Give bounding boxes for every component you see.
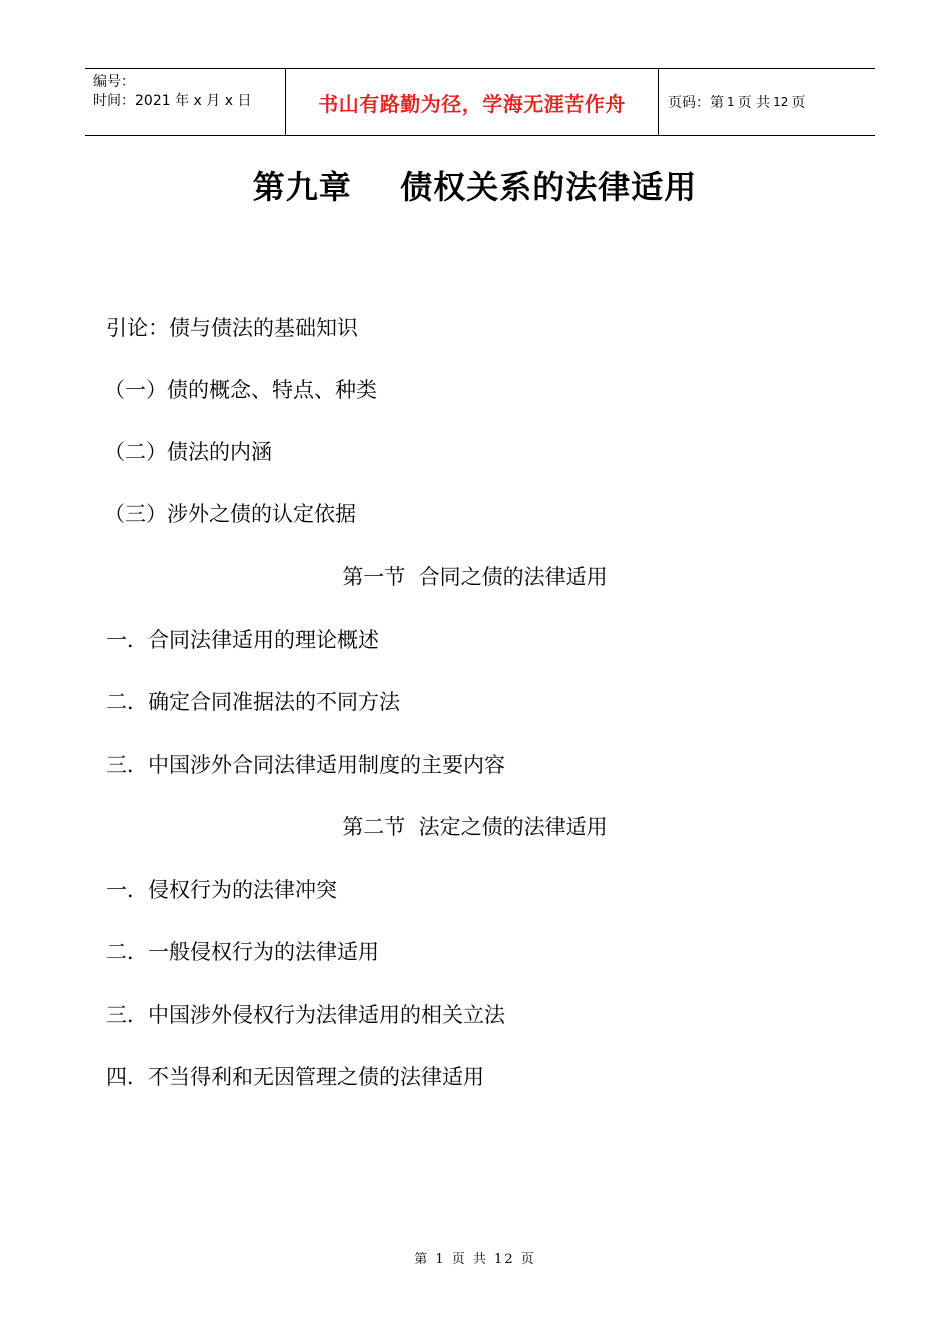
page-total: 12: [773, 95, 789, 109]
section-item: 四．不当得利和无因管理之债的法律适用: [106, 1065, 484, 1089]
document-time-label: 时间：2021 年 x 月 x 日: [93, 93, 252, 109]
intro-title: 引论：债与债法的基础知识: [106, 316, 358, 340]
section-item: 三．中国涉外合同法律适用制度的主要内容: [106, 753, 505, 777]
intro-item: （二）债法的内涵: [104, 440, 272, 464]
header-page-info: [659, 69, 875, 135]
section-title: 第一节 合同之债的法律适用: [342, 565, 608, 589]
header-meta: [85, 69, 285, 135]
document-number-label: 编号：: [93, 74, 135, 90]
page-suffix: 页: [791, 95, 806, 111]
page-mid: 页 共: [737, 95, 771, 111]
chapter-title: 第九章 债权关系的法律适用: [252, 168, 698, 206]
section-item: 一．侵权行为的法律冲突: [106, 878, 337, 902]
intro-item: （一）债的概念、特点、种类: [104, 378, 377, 402]
page-footer: 第 1 页 共 12 页: [414, 1252, 536, 1267]
header-motto: 书山有路勤为径，学海无涯苦作舟: [285, 69, 659, 135]
page-prefix: 页码：第: [668, 95, 724, 111]
intro-item: （三）涉外之债的认定依据: [104, 502, 356, 526]
page-header: [85, 68, 875, 136]
page-current: 1: [727, 95, 735, 109]
section-item: 二．确定合同准据法的不同方法: [106, 690, 400, 714]
section-item: 三．中国涉外侵权行为法律适用的相关立法: [106, 1003, 505, 1027]
section-item: 二．一般侵权行为的法律适用: [106, 940, 379, 964]
section-title: 第二节 法定之债的法律适用: [342, 815, 608, 839]
section-item: 一．合同法律适用的理论概述: [106, 628, 379, 652]
